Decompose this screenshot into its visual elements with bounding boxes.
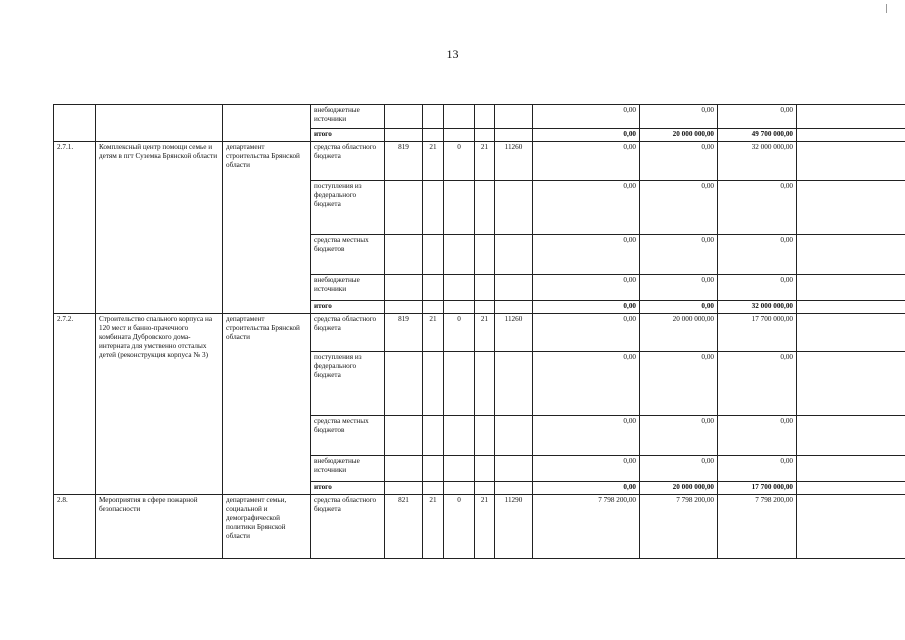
value-cell: 0,00: [533, 142, 640, 181]
item-name: Строительство спального корпуса на 120 мест и банно-прачечного комбината Дубровского дома-интерната для умственно отсталых детей (реконструкция корпуса № 3): [96, 314, 223, 495]
value-cell: 0,00: [533, 301, 640, 314]
value-cell: 17 700 000,00: [718, 482, 797, 495]
code-grbs: 821: [385, 495, 423, 559]
code-pr: 0: [444, 314, 475, 352]
source-label: средства областного бюджета: [311, 495, 385, 559]
value-cell: 0,00: [718, 352, 797, 416]
code-grbs: 819: [385, 314, 423, 352]
value-cell: 0,00: [533, 129, 640, 142]
value-cell: 20 000 000,00: [640, 482, 718, 495]
code-rz: 21: [423, 142, 444, 181]
code-pr: 0: [444, 495, 475, 559]
source-label: средства областного бюджета: [311, 142, 385, 181]
source-label: средства местных бюджетов: [311, 235, 385, 275]
code-vr: 11260: [495, 314, 533, 352]
source-label: поступления из федерального бюджета: [311, 352, 385, 416]
value-cell: 0,00: [533, 314, 640, 352]
total-label: итого: [311, 301, 385, 314]
code-rz: 21: [423, 495, 444, 559]
value-cell: 0,00: [533, 181, 640, 235]
code-vr: 11260: [495, 142, 533, 181]
value-cell: 0,00: [640, 105, 718, 129]
source-label: внебюджетные источники: [311, 105, 385, 129]
value-cell: 0,00: [533, 416, 640, 456]
source-label: средства местных бюджетов: [311, 416, 385, 456]
value-cell: 0,00: [533, 456, 640, 482]
item-number: 2.8.: [54, 495, 96, 559]
source-label: поступления из федерального бюджета: [311, 181, 385, 235]
value-cell: 0,00: [640, 352, 718, 416]
value-cell: 32 000 000,00: [718, 142, 797, 181]
value-cell: 0,00: [640, 456, 718, 482]
value-cell: 7 798 200,00: [533, 495, 640, 559]
value-cell: 0,00: [533, 105, 640, 129]
value-cell: 0,00: [640, 142, 718, 181]
value-cell: 0,00: [718, 105, 797, 129]
source-label: средства областного бюджета: [311, 314, 385, 352]
total-label: итого: [311, 129, 385, 142]
table-row: [54, 495, 905, 559]
item-number: 2.7.1.: [54, 142, 96, 314]
cell-executor: [223, 105, 311, 142]
margin-mark: [886, 4, 887, 13]
code-vr: 11290: [495, 495, 533, 559]
value-cell: 0,00: [718, 235, 797, 275]
value-cell: 0,00: [533, 275, 640, 301]
budget-table: [53, 104, 905, 559]
value-cell: 20 000 000,00: [640, 129, 718, 142]
code-pr: 0: [444, 142, 475, 181]
page-number: 13: [446, 47, 459, 61]
value-cell: 7 798 200,00: [718, 495, 797, 559]
value-cell: 0,00: [718, 181, 797, 235]
value-cell: 0,00: [640, 416, 718, 456]
total-label: итого: [311, 482, 385, 495]
value-cell: 0,00: [718, 275, 797, 301]
item-name: Мероприятия в сфере пожарной безопасности: [96, 495, 223, 559]
value-cell: 32 000 000,00: [718, 301, 797, 314]
value-cell: 0,00: [640, 301, 718, 314]
table-row: [54, 314, 905, 352]
code-grbs: 819: [385, 142, 423, 181]
item-number: 2.7.2.: [54, 314, 96, 495]
value-cell: 0,00: [718, 456, 797, 482]
value-cell: 0,00: [533, 482, 640, 495]
value-cell: 0,00: [718, 416, 797, 456]
cell-num: [54, 105, 96, 142]
value-cell: 7 798 200,00: [640, 495, 718, 559]
table-row: [54, 105, 905, 129]
cell-name: [96, 105, 223, 142]
source-label: внебюджетные источники: [311, 275, 385, 301]
value-cell: 49 700 000,00: [718, 129, 797, 142]
code-cs: 21: [475, 142, 495, 181]
value-cell: 0,00: [533, 352, 640, 416]
value-cell: 20 000 000,00: [640, 314, 718, 352]
code-cs: 21: [475, 314, 495, 352]
value-cell: 0,00: [640, 275, 718, 301]
item-name: Комплексный центр помощи семье и детям в пгт Суземка Брянской области: [96, 142, 223, 314]
source-label: внебюджетные источники: [311, 456, 385, 482]
code-rz: 21: [423, 314, 444, 352]
value-cell: 17 700 000,00: [718, 314, 797, 352]
table-row: [54, 142, 905, 181]
value-cell: 0,00: [640, 181, 718, 235]
value-cell: 0,00: [640, 235, 718, 275]
item-executor: департамент строительства Брянской области: [223, 142, 311, 314]
item-executor: департамент семьи, социальной и демографической политики Брянской области: [223, 495, 311, 559]
item-executor: департамент строительства Брянской области: [223, 314, 311, 495]
code-cs: 21: [475, 495, 495, 559]
value-cell: 0,00: [533, 235, 640, 275]
